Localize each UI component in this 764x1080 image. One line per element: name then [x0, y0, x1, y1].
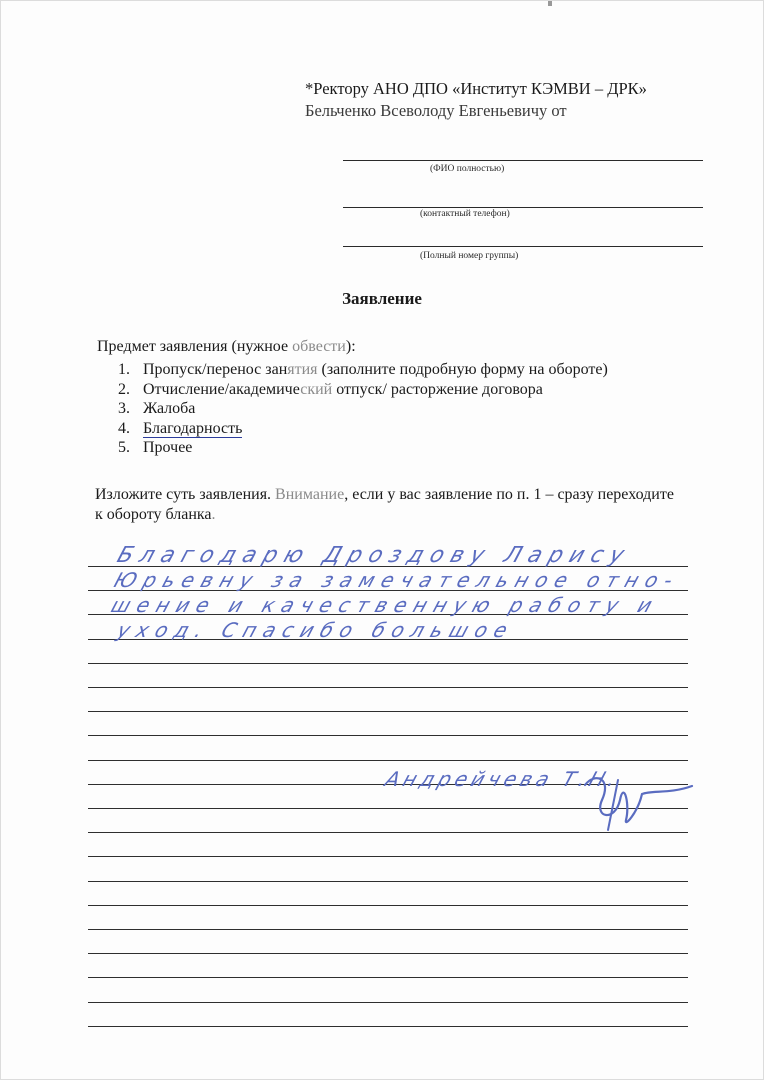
option-item-selected[interactable]	[118, 419, 608, 439]
subject-prompt	[97, 338, 356, 356]
option-text: Жалоба	[143, 400, 196, 417]
phone-field-line[interactable]	[343, 207, 703, 208]
ruled-line	[88, 735, 688, 736]
option-item[interactable]	[118, 399, 608, 419]
essence-faint-1: Внимание	[275, 486, 345, 503]
option-item[interactable]	[118, 360, 608, 380]
addressee-block	[305, 78, 725, 122]
option-number: 4.	[118, 419, 130, 437]
scan-artifact	[548, 0, 552, 6]
addressee-line-2: Бельченко Всеволоду Евгеньевичу от	[305, 101, 567, 120]
ruled-line	[88, 687, 688, 688]
ruled-line	[88, 905, 688, 906]
option-text: Пропуск/перенос зан	[143, 361, 288, 378]
essence-text-1: Изложите суть заявления.	[95, 486, 276, 503]
fio-field-line[interactable]	[343, 160, 703, 161]
option-text: Отчисление/академиче	[143, 380, 301, 398]
subject-prefix: Предмет заявления (нужное	[97, 338, 293, 355]
ruled-line	[88, 856, 688, 857]
option-number: 5.	[118, 439, 130, 456]
option-number: 2.	[118, 380, 130, 398]
ruled-line	[88, 1026, 688, 1027]
option-item[interactable]	[118, 438, 608, 458]
subject-options-list	[118, 360, 608, 458]
essence-faint-2: .	[211, 506, 216, 523]
handwritten-line: шение и качественную работу и	[108, 593, 663, 617]
ruled-line	[88, 953, 688, 954]
signature-scribble	[380, 760, 700, 840]
essence-prompt	[95, 485, 675, 525]
option-item[interactable]	[118, 380, 608, 400]
phone-caption: (контактный телефон)	[420, 209, 510, 219]
subject-suffix: ):	[345, 338, 356, 355]
option-number: 3.	[118, 400, 130, 417]
option-text: Прочее	[143, 439, 193, 456]
ruled-line	[88, 663, 688, 664]
addressee-line-1: *Ректору АНО ДПО «Институт КЭМВИ – ДРК»	[305, 79, 647, 98]
handwritten-line: уход. Спасибо большое	[114, 618, 518, 642]
group-caption: (Полный номер группы)	[420, 251, 519, 261]
ruled-line	[88, 711, 688, 712]
handwritten-line: Благодарю Дроздову Ларису	[113, 543, 635, 568]
document-title: Заявление	[342, 289, 422, 308]
option-text-faint: ский	[300, 380, 333, 398]
option-number: 1.	[118, 361, 130, 378]
signature-name: Андрейчева Т.Н.	[382, 767, 623, 791]
option-text-rest: (заполните подробную форму на обороте)	[317, 361, 608, 378]
ruled-line	[88, 1002, 688, 1003]
essence-text-2: , если у вас заявление по п. 1 – сразу переходите к обороту бланка	[95, 486, 674, 523]
fio-caption: (ФИО полностью)	[430, 164, 505, 174]
group-field-line[interactable]	[343, 246, 703, 247]
ruled-line	[88, 881, 688, 882]
option-text-faint: ятия	[287, 361, 318, 378]
option-text-underlined: Благодарность	[143, 419, 243, 437]
subject-faint: обвести	[292, 338, 346, 355]
ruled-line	[88, 977, 688, 978]
ruled-line	[88, 929, 688, 930]
option-text-rest: отпуск/ расторжение договора	[332, 380, 543, 398]
handwritten-line: Юрьевну за замечательное отно-	[111, 568, 683, 592]
